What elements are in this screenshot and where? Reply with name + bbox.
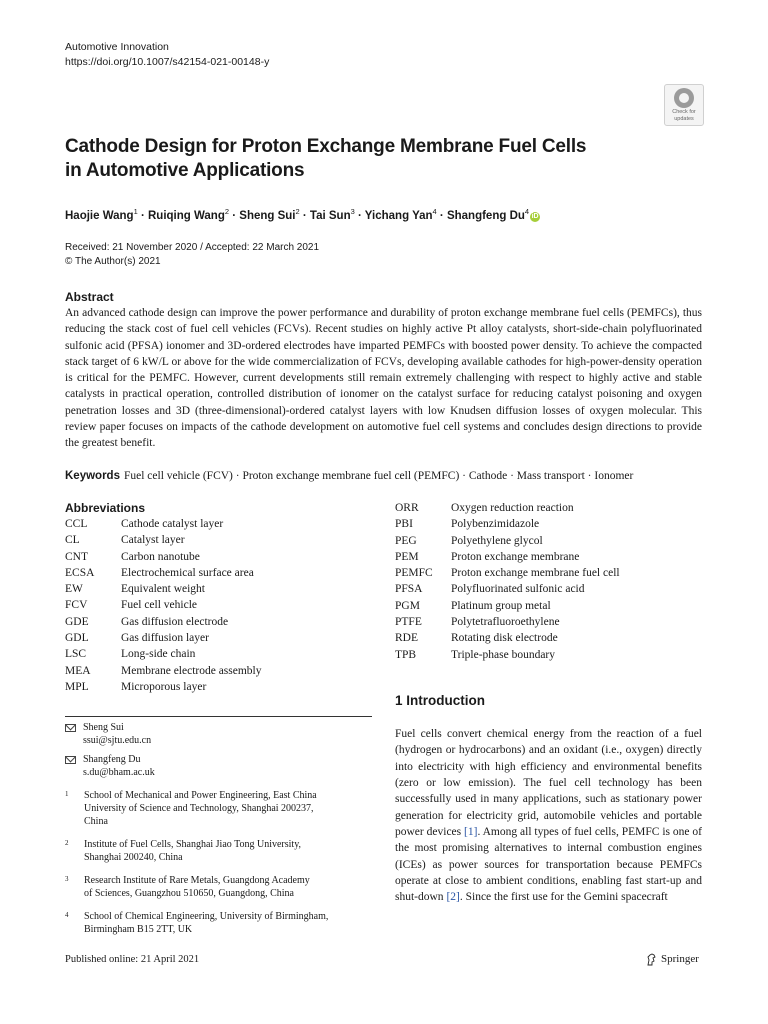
abbreviation-term: PEG — [395, 534, 417, 547]
contact-entry — [65, 721, 372, 747]
abbreviation-definition: Platinum group metal — [451, 599, 551, 612]
affiliation-number: 1 — [65, 790, 69, 798]
abbreviation-definition: Fuel cell vehicle — [121, 599, 197, 612]
abbreviation-definition: Polytetrafluoroethylene — [451, 616, 560, 629]
author-affil-sup: 1 — [133, 207, 138, 216]
affiliation-entry — [65, 910, 365, 936]
abbreviation-term: PBI — [395, 518, 413, 531]
badge-label-2: updates — [674, 116, 694, 122]
author-name[interactable]: Sheng Sui — [239, 209, 296, 222]
doi-link[interactable]: https://doi.org/10.1007/s42154-021-00148-y — [65, 56, 270, 68]
author-name[interactable]: Ruiqing Wang — [148, 209, 225, 222]
author-separator: · — [354, 209, 365, 222]
abbreviation-definition: Gas diffusion layer — [121, 632, 209, 645]
introduction-text — [395, 726, 702, 906]
abbreviations-list-right — [395, 500, 705, 663]
envelope-icon — [65, 756, 76, 764]
received-dates: Received: 21 November 2020 / Accepted: 22 March 2021 — [65, 242, 320, 253]
abbreviation-term: ECSA — [65, 566, 95, 579]
abbreviation-row — [65, 549, 365, 565]
abbreviation-row — [395, 630, 705, 646]
abstract-text: An advanced cathode design can improve the power performance and durability of proton exchange membrane fuel cells (PEMFCs), thus reducing the stack cost of fuel cell vehicles (FCVs). Recent studies on highly active Pt alloy catalysts, short-side-chain polyfluorinated sulfonic acid (PFSA) ionomer and 3D-ordered electrodes have imparted PEMFCs with boosted power density. To achieve the compacted stack target of 6 kW/L or above for the wide commercialization of FCVs, developing available cathodes for high-power-density operation is critical for the PEMFC. However, current developments still remain extremely challenging with respect to highly active and stable catalysts in practical operation, controlled distribution of ionomer on the catalyst surface for reducing catalyst poisoning and oxygen penetration losses and 3D (three-dimensional)-ordered catalyst layers with low Knudsen diffusion losses of oxygen molecular. This review paper focuses on impacts of the cathode development on automotive fuel cell systems and concludes design directions to provide the greatest benefit. — [65, 307, 702, 450]
abbreviation-term: CCL — [65, 518, 88, 530]
affiliation-line: Research Institute of Rare Metals, Guangdong Academy — [84, 875, 310, 886]
abbreviation-row — [65, 630, 365, 646]
abbreviation-definition: Electrochemical surface area — [121, 566, 254, 579]
check-for-updates-badge[interactable] — [664, 84, 704, 126]
citation-link[interactable]: [2] — [446, 891, 460, 904]
abbreviation-row — [395, 581, 705, 597]
author-affil-sup: 4 — [524, 207, 530, 216]
abbreviation-term: PTFE — [395, 616, 422, 629]
abbreviation-term: FCV — [65, 599, 88, 612]
abbreviation-row — [65, 597, 365, 613]
contact-entry — [65, 753, 372, 779]
abbreviation-definition: Rotating disk electrode — [451, 632, 558, 645]
author-affil-sup: 2 — [224, 207, 230, 216]
affiliations — [65, 789, 365, 946]
affiliation-number: 4 — [65, 911, 69, 919]
affiliation-line: University of Science and Technology, Shanghai 200237, — [84, 803, 314, 814]
author-name[interactable]: Haojie Wang — [65, 209, 134, 222]
abbreviation-term: RDE — [395, 632, 418, 645]
abbreviation-definition: Polyfluorinated sulfonic acid — [451, 583, 585, 596]
section-heading-introduction: 1 Introduction — [395, 693, 485, 708]
keywords-text: Fuel cell vehicle (FCV) · Proton exchange membrane fuel cell (PEMFC) · Cathode · Mass transport · Ionomer — [123, 470, 634, 482]
affiliation-number: 2 — [65, 839, 69, 847]
abbreviation-definition: Long-side chain — [121, 648, 196, 661]
intro-text-part: . Among all types of fuel cells, PEMFC is one of the most promising alternatives to internal combustion engines (ICEs) as power sources for transportation because PEMFCs operate at close to ambient conditions, enabling fast start-up and shut-down — [395, 826, 703, 904]
abbreviation-row — [65, 581, 365, 597]
abbreviation-row — [395, 549, 705, 565]
abbreviation-definition: Equivalent weight — [121, 583, 205, 596]
affiliation-line: Institute of Fuel Cells, Shanghai Jiao Tong University, — [84, 839, 302, 850]
abbreviation-term: PFSA — [395, 583, 423, 596]
affiliation-line: School of Mechanical and Power Engineering, East China — [84, 790, 317, 801]
citation-link[interactable]: [1] — [464, 826, 478, 839]
abbreviation-term: GDE — [65, 615, 89, 628]
contact-email[interactable]: s.du@bham.ac.uk — [83, 767, 155, 778]
keywords — [65, 469, 725, 484]
abbreviation-term: PGM — [395, 599, 420, 612]
affiliation-line: China — [84, 816, 108, 827]
abbreviation-row — [65, 565, 365, 581]
abbreviation-row — [65, 646, 365, 662]
abbreviation-term: PEM — [395, 550, 419, 563]
published-date: Published online: 21 April 2021 — [65, 954, 200, 965]
corresponding-authors — [65, 721, 372, 785]
author-affil-sup: 4 — [432, 207, 437, 216]
orcid-icon[interactable]: iD — [531, 212, 539, 220]
author-name[interactable]: Tai Sun — [309, 209, 351, 222]
affiliation-line: School of Chemical Engineering, University of Birmingham, — [84, 911, 329, 922]
title-line-1: Cathode Design for Proton Exchange Membrane Fuel Cells — [65, 136, 587, 157]
abbreviation-definition: Catalyst layer — [121, 534, 185, 547]
abbreviation-row — [65, 679, 365, 695]
badge-label-1: Check for — [672, 109, 696, 115]
abbreviation-definition: Membrane electrode assembly — [121, 664, 262, 677]
abstract-heading: Abstract — [65, 290, 114, 304]
abbreviation-row — [395, 516, 705, 532]
author-separator: · — [229, 209, 240, 222]
abbreviation-definition: Polyethylene glycol — [451, 534, 543, 547]
abbreviation-term: MEA — [65, 664, 91, 677]
abbreviation-row — [65, 516, 365, 532]
author-separator: · — [436, 209, 447, 222]
abbreviation-definition: Polybenzimidazole — [451, 518, 540, 531]
affiliation-text — [84, 874, 310, 900]
paper-title — [65, 135, 665, 183]
springer-horse-icon — [646, 953, 657, 966]
author-affil-sup: 2 — [295, 207, 300, 216]
author-list — [65, 204, 540, 224]
abbreviation-row — [65, 663, 365, 679]
abbreviation-term: ORR — [395, 502, 419, 514]
abbreviation-definition: Proton exchange membrane fuel cell — [451, 567, 620, 580]
abbreviation-definition: Carbon nanotube — [121, 550, 200, 563]
intro-text-part: Fuel cells convert chemical energy from the reaction of a fuel (hydrogen or hydrocarbons) and an oxidant (i.e., oxygen) directly into electricity with high efficiency and environmental benefits (zero or low emission). The fuel cell technology has been successfully used in many applications, such as stationary power generation for electricity grid, automobile vehicles and portable power devices — [395, 728, 702, 839]
contact-email[interactable]: ssui@sjtu.edu.cn — [83, 735, 152, 746]
author-name[interactable]: Yichang Yan — [364, 209, 433, 222]
abbreviations-list-left — [65, 516, 365, 695]
abbreviation-term: LSC — [65, 648, 87, 661]
abbreviation-definition: Triple-phase boundary — [451, 648, 556, 661]
affiliation-text — [84, 838, 301, 864]
author-separator: · — [137, 209, 148, 222]
affiliation-text — [84, 910, 328, 936]
abbreviation-row — [395, 533, 705, 549]
abbreviation-definition: Proton exchange membrane — [451, 550, 580, 563]
abbreviation-definition: Oxygen reduction reaction — [451, 502, 574, 514]
abbreviation-term: PEMFC — [395, 567, 433, 580]
abbreviation-term: TPB — [395, 648, 417, 661]
affiliation-number: 3 — [65, 875, 69, 883]
abbreviation-term: EW — [65, 583, 83, 596]
abbreviation-row — [65, 614, 365, 630]
abbreviation-row — [395, 647, 705, 663]
abbreviation-term: MPL — [65, 680, 89, 693]
abbreviation-row — [65, 532, 365, 548]
author-name[interactable]: Shangfeng Du — [446, 209, 525, 222]
abbreviation-definition: Cathode catalyst layer — [121, 518, 224, 530]
publisher-logo[interactable] — [646, 952, 699, 966]
publisher-name: Springer — [661, 953, 699, 965]
abbreviation-row — [395, 565, 705, 581]
affiliation-text — [84, 789, 317, 828]
contact-name: Shangfeng Du — [83, 754, 141, 765]
author-separator: · — [299, 209, 310, 222]
affiliation-entry — [65, 838, 365, 864]
abbreviation-row — [395, 500, 705, 516]
abbreviation-term: CNT — [65, 550, 88, 563]
keywords-label: Keywords — [65, 470, 120, 482]
affiliation-entry — [65, 874, 365, 900]
abbreviation-term: GDL — [65, 632, 89, 645]
contact-name: Sheng Sui — [83, 722, 124, 733]
affiliation-line: Birmingham B15 2TT, UK — [84, 924, 193, 935]
author-affil-sup: 3 — [350, 207, 355, 216]
title-line-2: in Automotive Applications — [65, 160, 305, 181]
update-icon — [674, 88, 694, 108]
abbreviation-term: CL — [65, 534, 80, 547]
abbreviation-definition: Microporous layer — [121, 680, 207, 693]
affiliation-entry — [65, 789, 365, 828]
copyright-notice: © The Author(s) 2021 — [65, 256, 161, 267]
intro-text-part: . Since the first use for the Gemini spacecraft — [459, 891, 668, 904]
envelope-icon — [65, 724, 76, 732]
abbreviations-heading: Abbreviations — [65, 501, 146, 515]
abbreviation-definition: Gas diffusion electrode — [121, 615, 229, 628]
affiliation-line: of Sciences, Guangzhou 510650, Guangdong, China — [84, 888, 294, 899]
journal-name: Automotive Innovation — [65, 41, 169, 53]
abbreviation-row — [395, 598, 705, 614]
affiliation-line: Shanghai 200240, China — [84, 852, 183, 863]
abbreviation-row — [395, 614, 705, 630]
footnote-divider — [65, 716, 372, 717]
